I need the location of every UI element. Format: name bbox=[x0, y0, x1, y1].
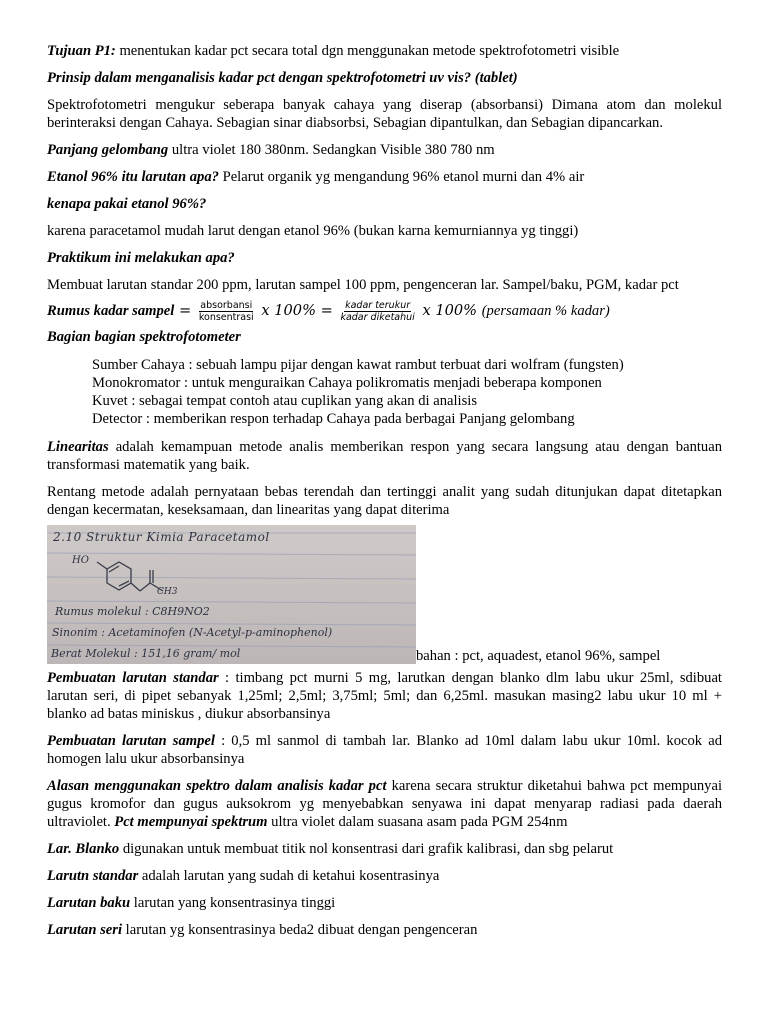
photo-handwriting-ho: HO bbox=[72, 555, 89, 566]
parts-list bbox=[47, 356, 722, 428]
photo-handwriting-line1: 2.10 Struktur Kimia Paracetamol bbox=[53, 530, 270, 544]
linearitas-text: adalah kemampuan metode analis memberikan respon yang secara langsung atau dengan bantuan transformasi matematik yang baik. bbox=[47, 439, 722, 473]
handwritten-structure-photo bbox=[47, 525, 416, 664]
alasan-paragraph bbox=[47, 777, 722, 831]
etanol-text: Pelarut organik yg mengandung 96% etanol murni dan 4% air bbox=[218, 169, 585, 185]
part-kuvet: Kuvet : sebagai tempat contoh atau cuplikan yang akan di analisis bbox=[92, 393, 477, 409]
pembuatan-standar-text: : timbang pct murni 5 mg, larutkan dengan blanko dlm labu ukur 25ml, sdibuat larutan seri, di pipet sebanyak 1,25ml; 2,5ml; 3,75ml; 5ml; dan 6,25ml. masukan masing2 labu ukur 10 ml + blanko ad batas miniskus , diukur absorbansinya bbox=[47, 670, 722, 722]
blanko-paragraph bbox=[47, 840, 722, 858]
etanol-paragraph bbox=[47, 168, 722, 186]
standar-label: Larutn standar bbox=[47, 868, 139, 884]
tujuan-paragraph bbox=[47, 42, 722, 60]
membuat-paragraph: Membuat larutan standar 200 ppm, larutan sampel 100 ppm, pengenceran lar. Sampel/baku, PGM, kadar pct bbox=[47, 277, 679, 293]
panjang-text: ultra violet 180 380nm. Sedangkan Visible 380 780 nm bbox=[168, 142, 495, 158]
rumus-paragraph bbox=[47, 300, 722, 322]
prinsip-heading: Prinsip dalam menganalisis kadar pct dengan spektrofotometri uv vis? (tablet) bbox=[47, 70, 518, 86]
blanko-text: digunakan untuk membuat titik nol konsentrasi dari grafik kalibrasi, dan sbg pelarut bbox=[119, 841, 614, 857]
linearitas-paragraph bbox=[47, 438, 722, 474]
rumus-label: Rumus kadar sampel bbox=[47, 303, 175, 319]
etanol-label: Etanol 96% itu larutan apa? bbox=[47, 169, 219, 185]
kadar-fraction bbox=[339, 300, 415, 323]
document-page bbox=[47, 42, 722, 939]
pembuatan-standar-label: Pembuatan larutan standar bbox=[47, 670, 219, 686]
seri-text: larutan yg konsentrasinya beda2 dibuat dengan pengenceran bbox=[122, 922, 478, 938]
baku-paragraph bbox=[47, 894, 722, 912]
part-monokromator: Monokromator : untuk menguraikan Cahaya polikromatis menjadi beberapa komponen bbox=[92, 375, 602, 391]
bagian-heading: Bagian bagian spektrofotometer bbox=[47, 329, 241, 345]
alasan-text-2: ultra violet dalam suasana asam pada PGM 254nm bbox=[267, 814, 568, 830]
standar-text: adalah larutan yang sudah di ketahui kosentrasinya bbox=[138, 868, 440, 884]
praktikum-heading: Praktikum ini melakukan apa? bbox=[47, 250, 235, 266]
rumus-times-1: x 100% = bbox=[256, 302, 338, 319]
tujuan-label: Tujuan P1: bbox=[47, 43, 116, 59]
blanko-label: Lar. Blanko bbox=[47, 841, 120, 857]
fraction-numerator: absorbansi bbox=[200, 300, 253, 312]
pembuatan-sampel-text: : 0,5 ml sanmol di tambah lar. Blanko ad 10ml dalam labu ukur 10ml. kocok ad homogen lalu ukur absorbansinya bbox=[47, 733, 723, 767]
pembuatan-sampel-paragraph bbox=[47, 732, 722, 768]
seri-label: Larutan seri bbox=[47, 922, 123, 938]
absorbansi-fraction bbox=[198, 300, 255, 323]
part-sumber-cahaya: Sumber Cahaya : sebuah lampu pijar dengan kawat rambut terbuat dari wolfram (fungsten) bbox=[92, 357, 624, 373]
fraction-numerator: kadar terukur bbox=[345, 300, 411, 312]
photo-handwriting-line2: Rumus molekul : C8H9NO2 bbox=[55, 605, 210, 618]
part-detector: Detector : memberikan respon terhadap Cahaya pada berbagai Panjang gelombang bbox=[92, 411, 575, 427]
panjang-paragraph bbox=[47, 141, 722, 159]
standar-paragraph bbox=[47, 867, 722, 885]
bahan-text: bahan : pct, aquadest, etanol 96%, sampel bbox=[416, 648, 661, 664]
pembuatan-standar-paragraph bbox=[47, 669, 722, 723]
structure-photo-row bbox=[47, 525, 722, 665]
baku-text: larutan yang konsentrasinya tinggi bbox=[130, 895, 336, 911]
linearitas-label: Linearitas bbox=[47, 439, 109, 455]
rumus-note: (persamaan % kadar) bbox=[481, 303, 610, 319]
photo-handwriting-line4: Berat Molekul : 151,16 gram/ mol bbox=[51, 647, 241, 660]
fraction-denominator: konsentrasi bbox=[198, 312, 254, 324]
panjang-label: Panjang gelombang bbox=[47, 142, 169, 158]
pembuatan-sampel-label: Pembuatan larutan sampel bbox=[47, 733, 215, 749]
photo-handwriting-line3: Sinonim : Acetaminofen (N-Acetyl-p-aminophenol) bbox=[52, 626, 333, 639]
alasan-text: karena secara struktur diketahui bahwa pct mempunyai gugus kromofor dan gugus auksokrom yg menyebabkan senyawa ini dapat menyarap radiasi pada daerah ultraviolet. bbox=[47, 778, 722, 830]
paracetamol-structure bbox=[97, 562, 163, 591]
karena-paragraph: karena paracetamol mudah larut dengan etanol 96% (bukan karna kemurniannya yg tinggi) bbox=[47, 223, 579, 239]
rumus-equals: = bbox=[174, 302, 196, 319]
seri-paragraph bbox=[47, 921, 722, 939]
spektro-definition: Spektrofotometri mengukur seberapa banyak cahaya yang diserap (absorbansi) Dimana atom dan molekul berinteraksi dengan Cahaya. Sebagian sinar diabsorbsi, Sebagian dipantulkan, dan Sebagian dipancarkan. bbox=[47, 97, 722, 131]
kenapa-heading: kenapa pakai etanol 96%? bbox=[47, 196, 207, 212]
tujuan-text: menentukan kadar pct secara total dgn menggunakan metode spektrofotometri visible bbox=[115, 43, 620, 59]
alasan-label: Alasan menggunakan spektro dalam analisis kadar pct bbox=[47, 778, 387, 794]
photo-handwriting-ch3: CH3 bbox=[157, 587, 178, 597]
rumus-times-2: x 100% bbox=[417, 302, 482, 319]
fraction-denominator: kadar diketahui bbox=[340, 312, 415, 324]
baku-label: Larutan baku bbox=[47, 895, 131, 911]
rentang-paragraph: Rentang metode adalah pernyataan bebas terendah dan tertinggi analit yang sudah ditunjukan dapat ditetapkan dengan kecermatan, keseksamaan, dan linearitas yang dapat diterima bbox=[47, 484, 722, 518]
alasan-label-2: Pct mempunyai spektrum bbox=[114, 814, 268, 830]
